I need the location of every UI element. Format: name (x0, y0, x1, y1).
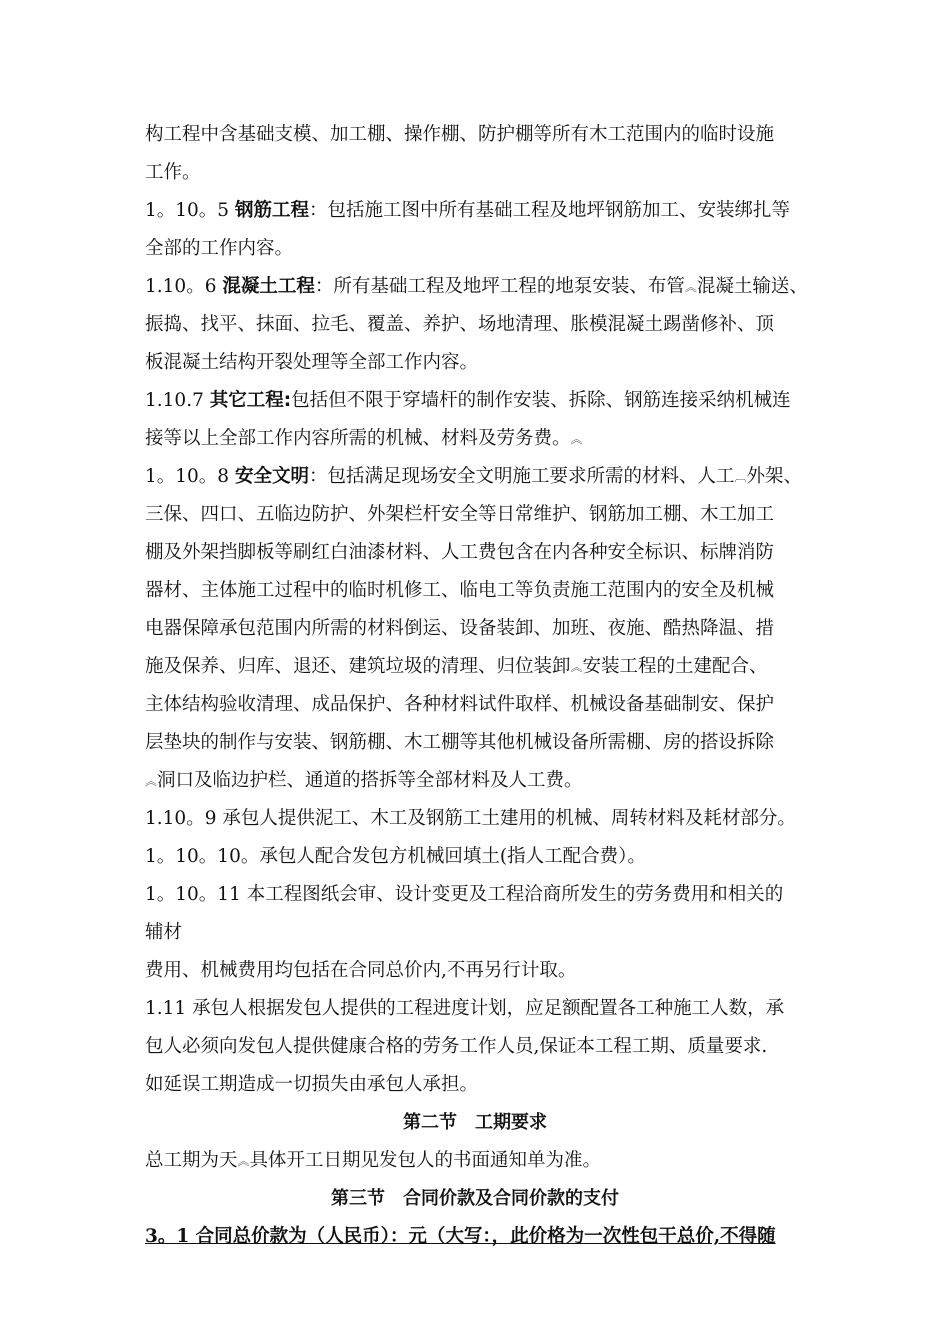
text-line: 辅材 (145, 922, 183, 943)
clause-title: 其它工程: (209, 390, 292, 411)
clause-title: 混凝土工程 (222, 276, 315, 297)
text-line: 接等以上全部工作内容所需的机械、材料及劳务费。︽ (145, 426, 583, 452)
mark-icon: ︽ (570, 660, 583, 674)
section-heading-3: 第三节 合同价款及合同价款的支付 (331, 1188, 619, 1209)
text-line: 板混凝土结构开裂处理等全部工作内容。 (145, 352, 479, 373)
mark-icon: ︽ (237, 1154, 250, 1168)
clause-title: 钢筋工程 (234, 200, 309, 221)
text-line: 费用、机械费用均包括在合同总价内,不再另行计取。 (145, 960, 577, 981)
section-heading-2: 第二节 工期要求 (403, 1112, 547, 1133)
clause-3-1: 3。1 合同总价款为（人民币）：元（大写：，此价格为一次性包干总价,不得随 (145, 1226, 776, 1247)
clause-title: 安全文明 (234, 466, 309, 487)
text-line: 包人必须向发包人提供健康合格的劳务工作人员,保证本工程工期、质量要求. (145, 1036, 768, 1057)
clause-1-10-5: 1。10。5 钢筋工程：包括施工图中所有基础工程及地坪钢筋加工、安装绑扎等 (145, 200, 790, 221)
clause-1-10-11: 1。10。11 本工程图纸会审、设计变更及工程洽商所发生的劳务费用和相关的 (145, 884, 784, 905)
mark-icon: ︽ (684, 280, 697, 294)
text-line: 棚及外架挡脚板等刷红白油漆材料、人工费包含在内各种安全标识、标牌消防 (145, 542, 775, 563)
text-line: ︽洞口及临边护栏、通道的搭拆等全部材料及人工费。 (145, 768, 583, 794)
mark-icon: ︹ (734, 470, 747, 484)
mark-icon: ︽ (570, 432, 583, 446)
text-line: 构工程中含基础支模、加工棚、操作棚、防护棚等所有木工范围内的临时设施 (145, 124, 775, 145)
text-line: 施及保养、归库、退还、建筑垃圾的清理、归位装卸︽安装工程的土建配合、 (145, 654, 768, 680)
clause-1-10-10: 1。10。10。承包人配合发包方机械回填土(指人工配合费）。 (145, 846, 646, 867)
text-line: 振捣、找平、抹面、拉毛、覆盖、养护、场地清理、胀模混凝土踢凿修补、顶 (145, 314, 775, 335)
clause-1-10-9: 1.10。9 承包人提供泥工、木工及钢筋工土建用的机械、周转材料及耗材部分。 (145, 808, 796, 829)
text-line: 层垫块的制作与安装、钢筋棚、木工棚等其他机械设备所需棚、房的搭设拆除 (145, 732, 775, 753)
text-line: 主体结构验收清理、成品保护、各种材料试件取样、机械设备基础制安、保护 (145, 694, 775, 715)
text-line: 总工期为天︽具体开工日期见发包人的书面通知单为准。 (145, 1148, 601, 1174)
text-line: 电器保障承包范围内所需的材料倒运、设备装卸、加班、夜施、酷热降温、措 (145, 618, 775, 639)
clause-1-10-7: 1.10.7 其它工程:包括但不限于穿墙杆的制作安装、拆除、钢筋连接采纳机械连 (145, 390, 791, 411)
clause-1-10-6: 1.10。6 混凝土工程：所有基础工程及地坪工程的地泵安装、布管︽混凝土输送、 (145, 274, 808, 300)
mark-icon: ︽ (145, 774, 158, 788)
clause-1-10-8: 1。10。8 安全文明：包括满足现场安全文明施工要求所需的材料、人工︹外架、 (145, 464, 802, 490)
clause-1-11: 1.11 承包人根据发包人提供的工程进度计划，应足额配置各工种施工人数，承 (145, 998, 785, 1019)
text-line: 三保、四口、五临边防护、外架栏杆安全等日常维护、钢筋加工棚、木工加工 (145, 504, 775, 525)
text-line: 工作。 (145, 162, 201, 183)
text-line: 全部的工作内容。 (145, 238, 294, 259)
text-line: 如延误工期造成一切损失由承包人承担。 (145, 1074, 479, 1095)
text-line: 器材、主体施工过程中的临时机修工、临电工等负责施工范围内的安全及机械 (145, 580, 775, 601)
